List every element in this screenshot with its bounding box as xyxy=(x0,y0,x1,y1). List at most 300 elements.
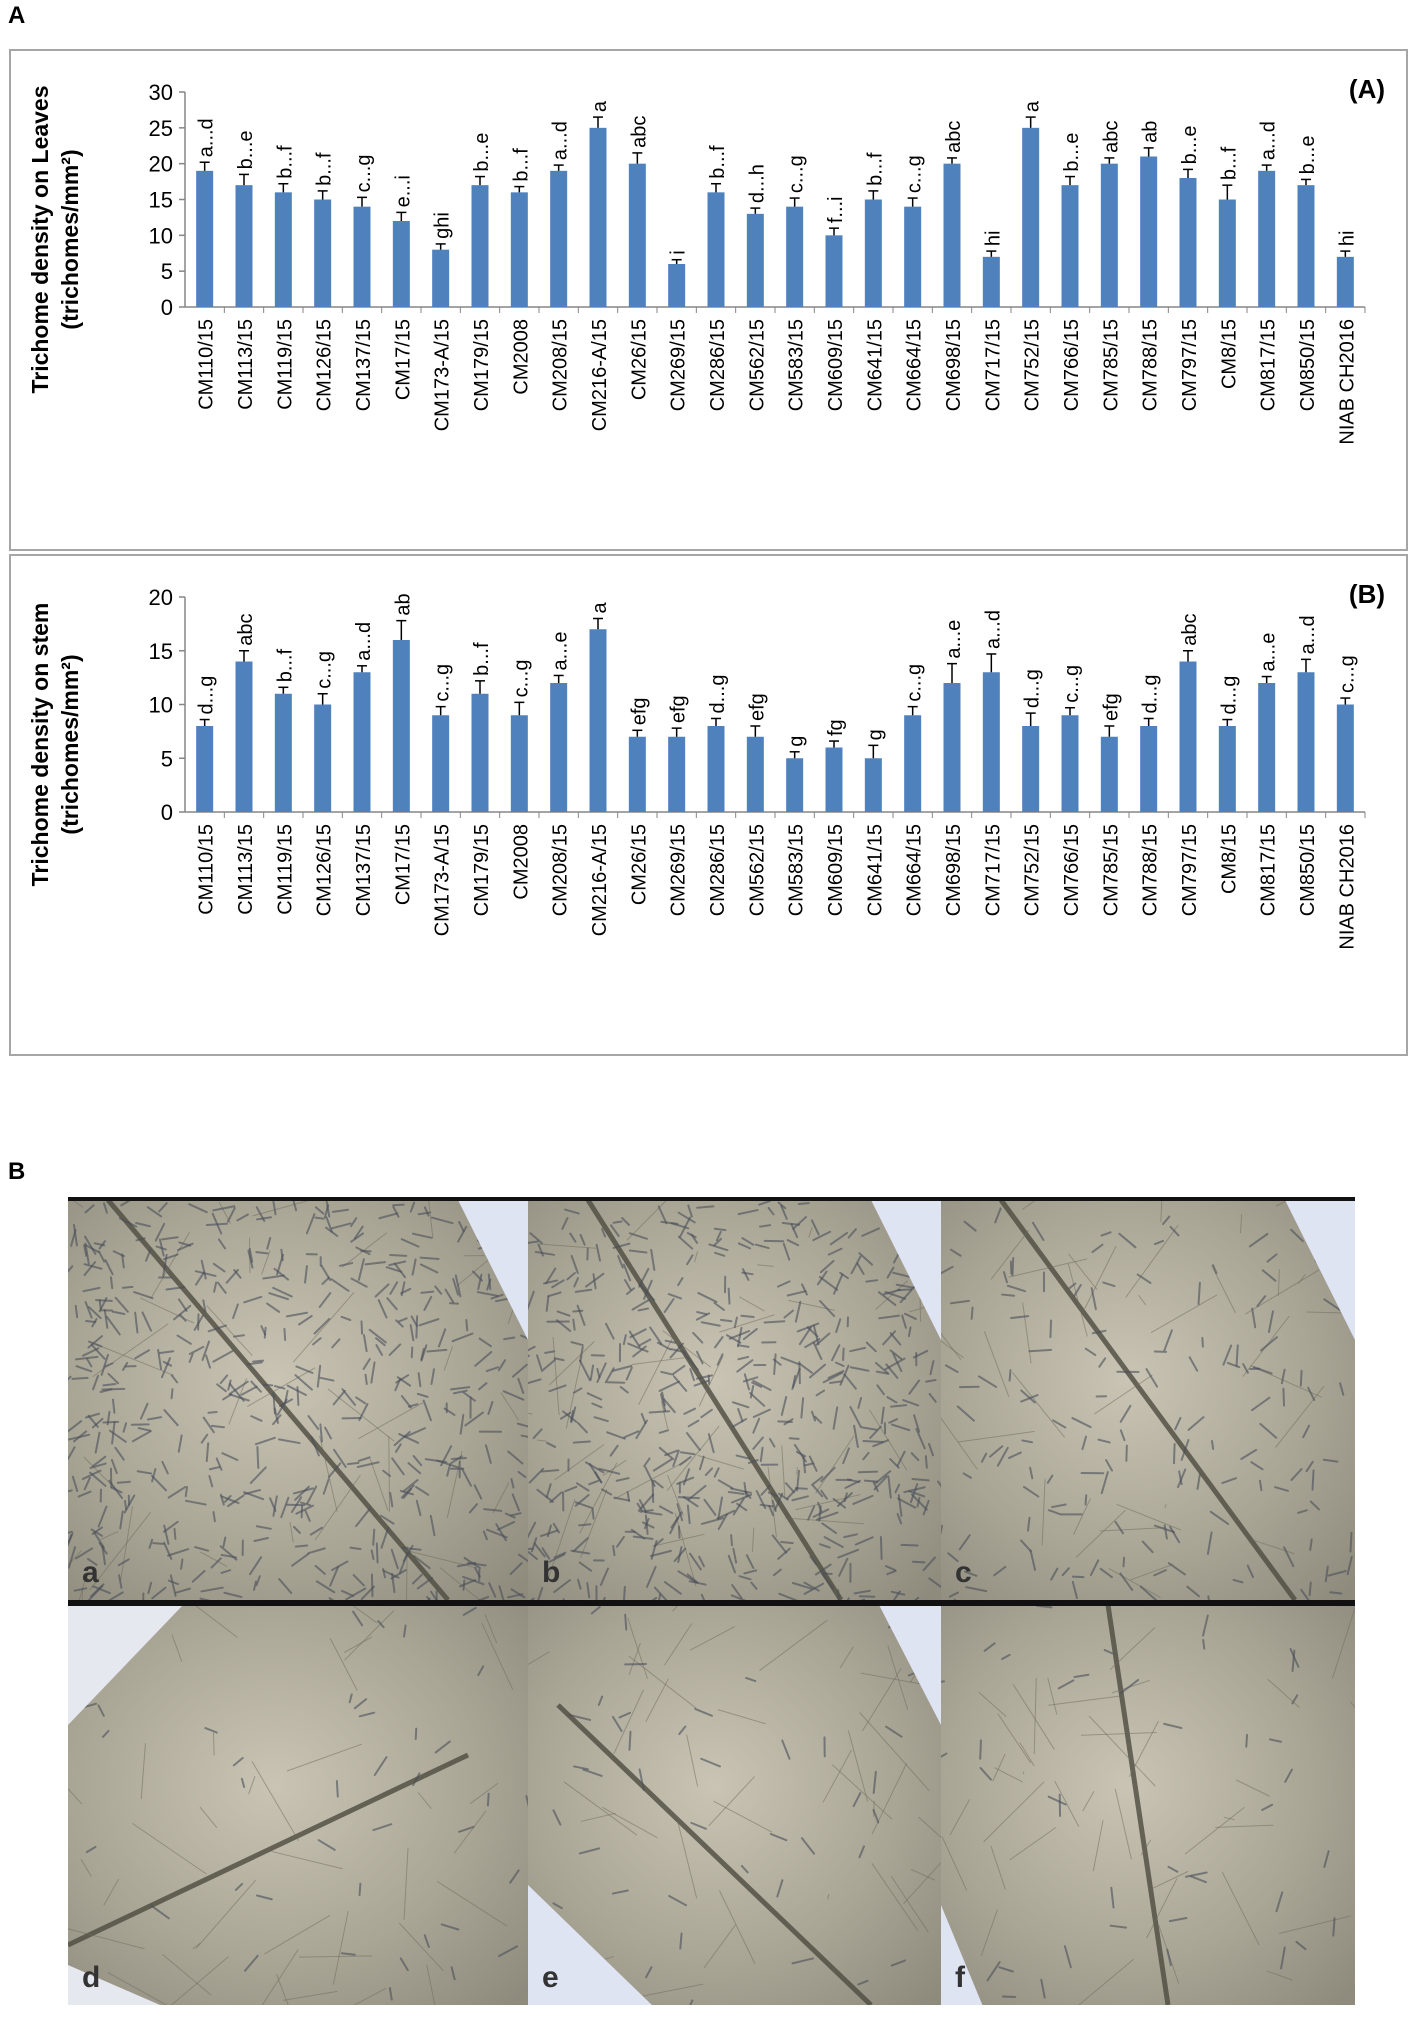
stem-bar xyxy=(1219,726,1236,812)
micrograph-panel-d xyxy=(68,1605,528,2005)
leaf-significance-label: abc xyxy=(1100,120,1123,153)
trichome xyxy=(980,1740,981,1758)
leaf-bar xyxy=(747,214,764,307)
leaf-y-tick-label: 20 xyxy=(148,151,173,177)
leaf-y-tick-label: 15 xyxy=(148,187,173,213)
stem-bar xyxy=(432,715,449,812)
leaf-category-label: CM609/15 xyxy=(825,319,847,412)
stem-bar xyxy=(354,672,371,812)
leaf-significance-label: a xyxy=(1021,100,1044,113)
stem-bar xyxy=(472,694,489,812)
leaf-category-label: CM216-A/15 xyxy=(589,319,611,432)
stem-significance-label: efg xyxy=(628,697,651,726)
stem-significance-label: b...f xyxy=(471,642,493,676)
micrograph-label-c: c xyxy=(955,1556,972,1589)
trichome xyxy=(421,1258,439,1259)
trichome xyxy=(1283,1389,1284,1406)
leaf-bar xyxy=(904,207,921,307)
leaf-significance-label: a...d xyxy=(195,118,218,158)
stem-category-label: CM788/15 xyxy=(1139,824,1162,917)
trichome xyxy=(1086,1495,1087,1504)
leaf-category-label: CM119/15 xyxy=(274,319,297,410)
trichome xyxy=(573,1311,582,1312)
micrograph-panel-e xyxy=(528,1605,941,2005)
trichome xyxy=(1313,1470,1314,1489)
stem-significance-label: a...d xyxy=(982,610,1005,649)
micrograph-label-d: d xyxy=(82,1961,101,1994)
stem-significance-label: d...g xyxy=(195,675,218,715)
stem-significance-label: d...g xyxy=(707,674,729,714)
stem-bar xyxy=(511,715,528,812)
leaf-tissue-background xyxy=(68,1605,528,2005)
trichome xyxy=(680,1934,681,1949)
leaf-significance-label: c...g xyxy=(353,154,375,193)
stem-category-label: CM8/15 xyxy=(1218,824,1241,895)
leaf-bar xyxy=(629,164,646,307)
leaf-significance-label: d...h xyxy=(746,164,769,204)
leaf-category-label: CM850/15 xyxy=(1297,319,1319,412)
leaf-bar xyxy=(1140,157,1157,308)
part-b-label: B xyxy=(8,1158,26,1185)
micrograph-label-b: b xyxy=(542,1556,561,1589)
trichome xyxy=(593,1509,594,1519)
stem-panel-tag: (B) xyxy=(1348,579,1385,609)
stem-bar xyxy=(747,737,764,812)
leaf-bar xyxy=(196,171,213,307)
trichome xyxy=(466,1320,467,1330)
trichome xyxy=(731,1535,732,1545)
stem-significance-label: c...g xyxy=(1061,664,1083,703)
trichome xyxy=(613,1546,614,1555)
leaf-bar xyxy=(708,192,725,307)
leaf-category-label: CM269/15 xyxy=(667,319,690,412)
trichome xyxy=(452,1458,466,1459)
trichome xyxy=(912,1479,928,1480)
leaf-category-label: CM17/15 xyxy=(392,319,415,401)
stem-category-label: CM785/15 xyxy=(1100,824,1123,917)
leaf-bar xyxy=(865,200,882,308)
stem-category-label: CM17/15 xyxy=(392,824,415,906)
leaf-bar xyxy=(1101,164,1118,307)
micrograph-label-e: e xyxy=(542,1961,559,1994)
micrograph-panel-a xyxy=(68,1200,528,1600)
trichome xyxy=(790,1438,799,1439)
trichome xyxy=(859,1472,877,1473)
leaf-bar xyxy=(432,250,449,307)
leaf-category-label: CM641/15 xyxy=(864,319,887,412)
leaf-significance-label: a...d xyxy=(549,121,572,161)
stem-bar xyxy=(708,726,725,812)
stem-significance-label: a...e xyxy=(943,619,965,659)
stem-significance-label: a...d xyxy=(1297,615,1319,655)
leaf-category-label: CM752/15 xyxy=(1021,319,1044,412)
stem-significance-label: d...g xyxy=(1139,674,1162,714)
trichome xyxy=(372,1575,373,1597)
trichome xyxy=(679,1526,680,1537)
leaf-significance-label: a xyxy=(589,100,611,113)
trichome xyxy=(1237,1345,1238,1366)
leaf-category-label: CM698/15 xyxy=(943,319,965,412)
trichome xyxy=(416,1316,417,1337)
leaf-bar xyxy=(944,164,961,307)
stem-category-label: CM173-A/15 xyxy=(431,824,454,937)
leaf-significance-label: b...f xyxy=(864,152,887,186)
trichome xyxy=(629,1732,630,1750)
leaf-bar xyxy=(550,171,567,307)
trichome xyxy=(361,1251,371,1252)
leaf-significance-label: b...f xyxy=(1218,146,1241,181)
leaf-bar xyxy=(393,221,410,307)
trichome xyxy=(390,1255,406,1256)
stem-bar xyxy=(393,640,410,812)
micrograph-panel-b xyxy=(528,1200,941,1600)
trichome xyxy=(174,1529,175,1539)
stem-significance-label: efg xyxy=(667,695,690,724)
stem-y-axis-unit: (trichomes/mm²) xyxy=(57,654,83,835)
stem-category-label: CM664/15 xyxy=(903,824,926,917)
leaf-significance-label: ab xyxy=(1139,120,1162,143)
trichome xyxy=(1124,1558,1125,1567)
trichome xyxy=(281,1250,282,1261)
stem-category-label: CM698/15 xyxy=(943,824,965,917)
trichome xyxy=(1301,1371,1302,1386)
trichome xyxy=(721,1320,731,1321)
leaf-bar xyxy=(1062,185,1079,307)
leaf-bar xyxy=(236,185,253,307)
leaf-category-label: NIAB CH2016 xyxy=(1336,319,1359,445)
trichome xyxy=(972,1308,973,1319)
leaf-significance-label: hi xyxy=(1336,230,1359,247)
stem-category-label: NIAB CH2016 xyxy=(1336,824,1359,950)
stem-category-label: CM26/15 xyxy=(628,824,651,906)
stem-category-label: CM817/15 xyxy=(1257,824,1280,917)
stem-bar xyxy=(314,705,331,813)
trichome xyxy=(72,1378,87,1379)
stem-category-label: CM179/15 xyxy=(471,824,493,917)
leaf-significance-label: b...f xyxy=(313,152,336,186)
stem-category-label: CM2008 xyxy=(510,824,533,900)
stem-category-label: CM208/15 xyxy=(549,824,572,917)
leaf-category-label: CM717/15 xyxy=(982,319,1005,412)
leaf-y-tick-label: 10 xyxy=(148,223,173,249)
leaf-significance-label: ghi xyxy=(431,212,454,239)
trichome xyxy=(96,1300,112,1301)
stem-bar xyxy=(786,758,803,812)
leaf-tissue-background xyxy=(528,1200,941,1600)
leaf-bar xyxy=(983,257,1000,307)
trichome xyxy=(838,1590,839,1600)
trichome xyxy=(102,1389,124,1390)
stem-significance-label: efg xyxy=(1100,693,1123,721)
stem-bar xyxy=(1258,683,1275,812)
leaf-category-label: CM766/15 xyxy=(1061,319,1083,412)
trichome xyxy=(1203,1640,1204,1649)
leaf-bar xyxy=(1219,200,1236,308)
stem-significance-label: a...d xyxy=(353,621,375,661)
stem-category-label: CM137/15 xyxy=(353,824,375,917)
part-a-label: A xyxy=(8,2,26,29)
leaf-significance-label: i xyxy=(667,250,690,255)
leaf-category-label: CM26/15 xyxy=(628,319,651,401)
stem-category-label: CM766/15 xyxy=(1061,824,1083,917)
trichome xyxy=(207,1443,208,1461)
micrograph-grid xyxy=(68,1200,1355,2010)
trichome xyxy=(579,1524,590,1525)
stem-significance-label: c...g xyxy=(431,663,454,702)
stem-bar xyxy=(1140,726,1157,812)
leaf-y-tick-label: 0 xyxy=(160,295,173,320)
trichome xyxy=(1202,1338,1203,1347)
leaf-bar xyxy=(354,207,371,307)
trichome xyxy=(1010,1370,1011,1381)
leaf-significance-label: e...i xyxy=(392,175,415,208)
trichome xyxy=(843,1349,844,1360)
stem-category-label: CM286/15 xyxy=(707,824,729,917)
leaf-significance-label: abc xyxy=(943,120,965,153)
stem-bar xyxy=(1337,705,1354,813)
trichome xyxy=(1330,1592,1341,1593)
trichome xyxy=(208,1412,216,1413)
trichome xyxy=(1310,1583,1311,1596)
trichome xyxy=(212,1426,224,1427)
stem-bar xyxy=(668,737,685,812)
trichome xyxy=(404,1626,405,1637)
trichome xyxy=(1199,1283,1200,1304)
trichome xyxy=(614,1221,622,1222)
trichome xyxy=(574,1442,590,1443)
leaf-category-label: CM8/15 xyxy=(1218,319,1241,390)
micrograph-panel-c xyxy=(941,1200,1355,1600)
leaf-trichome-chart xyxy=(0,45,1417,565)
leaf-category-label: CM173-A/15 xyxy=(431,319,454,432)
stem-significance-label: c...g xyxy=(313,650,336,689)
trichome xyxy=(926,1456,927,1467)
stem-bar xyxy=(1062,715,1079,812)
stem-bar xyxy=(826,748,843,813)
trichome xyxy=(207,1224,227,1225)
leaf-bar xyxy=(1022,128,1039,307)
stem-y-tick-label: 15 xyxy=(148,638,173,664)
trichome xyxy=(1351,1533,1352,1552)
stem-significance-label: abc xyxy=(235,613,257,646)
leaf-y-axis-unit: (trichomes/mm²) xyxy=(57,149,83,330)
trichome xyxy=(1002,1295,1014,1296)
trichome xyxy=(1333,1918,1334,1935)
leaf-bar xyxy=(1298,185,1315,307)
stem-category-label: CM609/15 xyxy=(825,824,847,917)
trichome xyxy=(901,1545,917,1546)
leaf-y-tick-label: 5 xyxy=(160,259,173,285)
leaf-category-label: CM664/15 xyxy=(903,319,926,412)
stem-significance-label: fg xyxy=(825,719,847,737)
stem-bar xyxy=(1101,737,1118,812)
trichome xyxy=(234,1335,244,1336)
leaf-bar xyxy=(590,128,607,307)
leaf-significance-label: b...f xyxy=(707,145,729,179)
leaf-category-label: CM110/15 xyxy=(195,319,218,410)
trichome xyxy=(799,1203,809,1204)
stem-category-label: CM641/15 xyxy=(864,824,887,917)
stem-bar xyxy=(904,715,921,812)
trichome xyxy=(913,1562,925,1563)
trichome xyxy=(421,1292,433,1293)
leaf-significance-label: f...i xyxy=(825,196,847,224)
leaf-significance-label: b...e xyxy=(471,132,493,172)
trichome xyxy=(342,1953,355,1954)
trichome xyxy=(781,1542,793,1543)
leaf-bar xyxy=(826,235,843,307)
trichome xyxy=(296,1545,308,1546)
leaf-bar xyxy=(786,207,803,307)
leaf-bar xyxy=(668,264,685,307)
leaf-bar xyxy=(1258,171,1275,307)
leaf-category-label: CM788/15 xyxy=(1139,319,1162,412)
leaf-bar xyxy=(472,185,489,307)
trichome xyxy=(186,1487,187,1496)
trichome xyxy=(125,1501,126,1509)
leaf-bar xyxy=(1180,178,1197,307)
stem-significance-label: ab xyxy=(392,593,415,616)
trichome xyxy=(412,1347,413,1357)
trichome xyxy=(741,1316,753,1317)
stem-category-label: CM752/15 xyxy=(1021,824,1044,917)
micrograph-panel-f xyxy=(941,1605,1355,2005)
stem-category-label: CM583/15 xyxy=(785,824,808,917)
stem-significance-label: d...g xyxy=(1021,669,1044,709)
trichome xyxy=(297,1387,298,1405)
leaf-significance-label: c...g xyxy=(903,155,926,194)
stem-trichome-chart xyxy=(0,550,1417,1070)
stem-category-label: CM850/15 xyxy=(1297,824,1319,917)
trichome xyxy=(679,1497,699,1498)
trichome xyxy=(377,1543,378,1562)
stem-bar xyxy=(196,726,213,812)
trichome xyxy=(1212,1441,1213,1449)
stem-significance-label: g xyxy=(864,729,887,741)
stem-y-tick-label: 0 xyxy=(160,800,173,825)
trichome xyxy=(1050,1321,1051,1338)
trichome xyxy=(366,1375,367,1384)
leaf-category-label: CM179/15 xyxy=(471,319,493,412)
leaf-category-label: CM562/15 xyxy=(746,319,769,412)
trichome xyxy=(348,1463,359,1464)
grid-divider-top xyxy=(68,1197,1355,1201)
trichome xyxy=(213,1512,214,1521)
trichome xyxy=(393,1205,403,1206)
trichome xyxy=(860,1596,875,1597)
trichome xyxy=(360,1884,361,1895)
trichome xyxy=(123,1287,133,1288)
stem-bar xyxy=(629,737,646,812)
trichome xyxy=(257,1447,258,1468)
trichome xyxy=(315,1218,323,1219)
trichome xyxy=(624,1587,625,1600)
trichome xyxy=(542,1470,559,1471)
stem-significance-label: g xyxy=(785,735,808,747)
trichome xyxy=(263,1385,272,1386)
leaf-y-axis-title: Trichome density on Leaves xyxy=(27,85,53,394)
trichome xyxy=(823,1573,831,1574)
leaf-category-label: CM785/15 xyxy=(1100,319,1123,412)
leaf-category-label: CM817/15 xyxy=(1257,319,1280,412)
trichome xyxy=(256,1252,267,1253)
trichome xyxy=(865,1481,877,1482)
leaf-bar xyxy=(1337,257,1354,307)
leaf-category-label: CM286/15 xyxy=(707,319,729,412)
stem-category-label: CM269/15 xyxy=(667,824,690,917)
leaf-panel-tag: (A) xyxy=(1348,74,1385,104)
leaf-y-tick-label: 25 xyxy=(148,115,173,141)
leaf-y-tick-label: 30 xyxy=(148,80,173,105)
leaf-category-label: CM797/15 xyxy=(1179,319,1201,412)
trichome xyxy=(1174,1444,1175,1463)
leaf-vein xyxy=(213,1733,214,1756)
stem-bar xyxy=(1180,662,1197,813)
trichome xyxy=(181,1560,182,1569)
stem-significance-label: a xyxy=(589,602,611,614)
stem-bar xyxy=(1022,726,1039,812)
trichome xyxy=(172,1389,173,1398)
leaf-tissue-background xyxy=(528,1605,941,2005)
stem-significance-label: a...e xyxy=(549,631,572,671)
leaf-significance-label: b...f xyxy=(510,148,533,182)
trichome xyxy=(528,1242,537,1243)
stem-significance-label: d...g xyxy=(1218,675,1241,715)
stem-bar xyxy=(944,683,961,812)
stem-category-label: CM113/15 xyxy=(235,824,257,915)
trichome xyxy=(573,1320,574,1330)
trichome xyxy=(863,1441,882,1442)
leaf-significance-label: b...e xyxy=(1179,125,1201,165)
stem-category-label: CM216-A/15 xyxy=(589,824,611,937)
trichome xyxy=(1029,1350,1051,1351)
trichome xyxy=(488,1794,489,1806)
leaf-bar xyxy=(275,192,292,307)
trichome xyxy=(111,1277,112,1288)
trichome xyxy=(100,1300,101,1309)
trichome xyxy=(729,1289,730,1304)
trichome xyxy=(361,1321,362,1333)
leaf-significance-label: abc xyxy=(628,115,651,148)
trichome xyxy=(153,1543,163,1544)
trichome xyxy=(625,1615,626,1630)
stem-significance-label: abc xyxy=(1179,613,1201,646)
trichome xyxy=(118,1482,130,1483)
stem-y-tick-label: 10 xyxy=(148,692,173,718)
trichome xyxy=(284,1329,285,1340)
stem-bar xyxy=(275,694,292,812)
stem-significance-label: c...g xyxy=(510,659,533,698)
stem-category-label: CM119/15 xyxy=(274,824,297,915)
grid-divider-middle xyxy=(68,1600,1355,1606)
stem-bar xyxy=(983,672,1000,812)
leaf-significance-label: hi xyxy=(982,230,1005,247)
leaf-category-label: CM2008 xyxy=(510,319,533,395)
trichome xyxy=(337,1781,338,1796)
trichome xyxy=(1012,1258,1013,1275)
stem-bar xyxy=(865,758,882,812)
trichome xyxy=(881,1537,882,1559)
micrograph-label-a: a xyxy=(82,1556,99,1589)
leaf-category-label: CM208/15 xyxy=(549,319,572,412)
leaf-significance-label: b...e xyxy=(235,130,257,170)
trichome xyxy=(1246,1735,1247,1747)
stem-significance-label: efg xyxy=(746,693,769,721)
leaf-bar xyxy=(314,200,331,308)
trichome xyxy=(650,1411,669,1412)
stem-y-tick-label: 20 xyxy=(148,585,173,610)
leaf-category-label: CM113/15 xyxy=(235,319,257,410)
